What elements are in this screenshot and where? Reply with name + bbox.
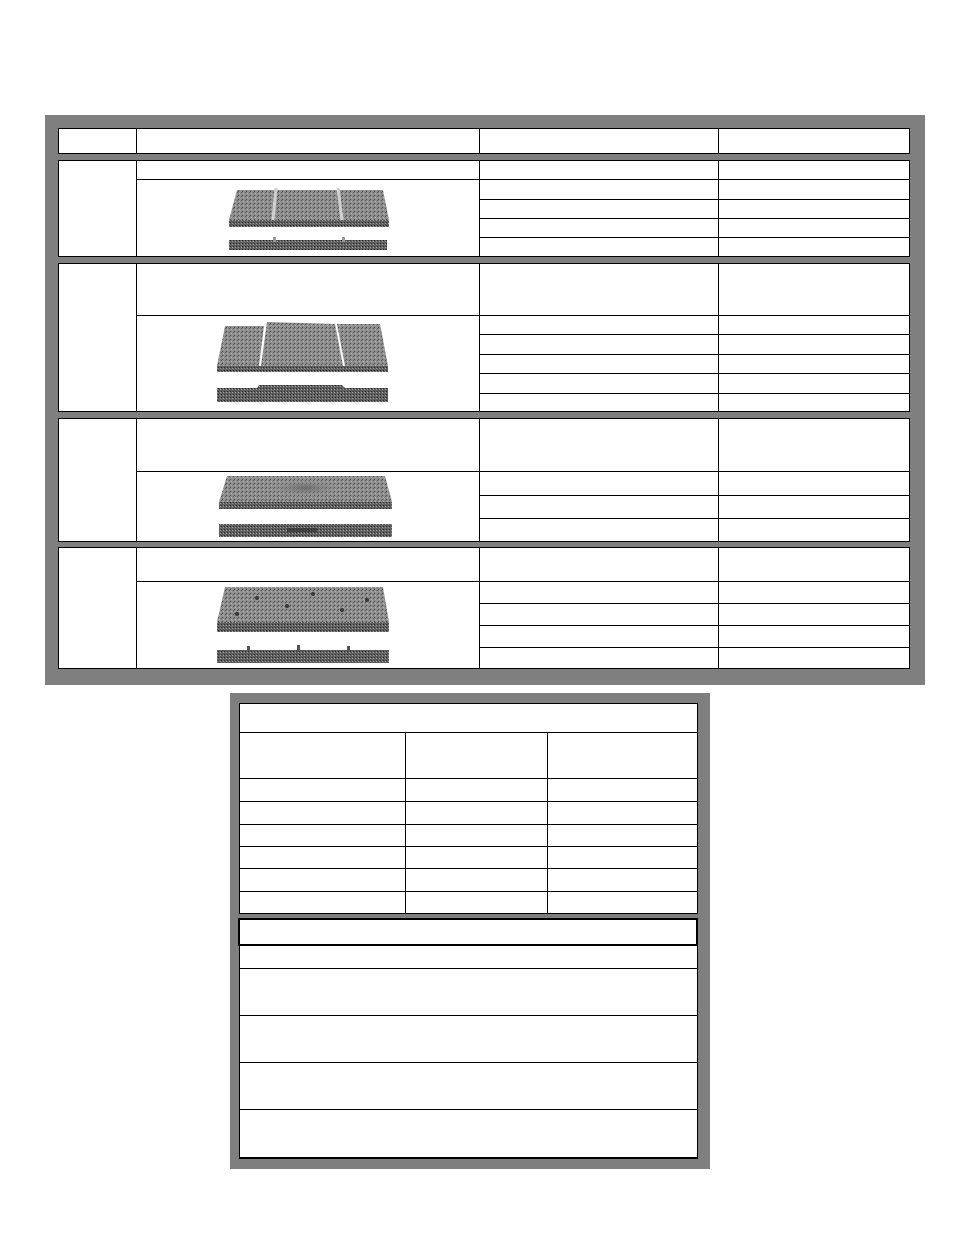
bottom-row-2-col3 bbox=[547, 801, 698, 825]
bottom-row-5-col2 bbox=[405, 868, 548, 892]
section-4-row-4-col3 bbox=[479, 647, 719, 669]
notes-row-4 bbox=[239, 1062, 698, 1110]
section-1-row-2-col4 bbox=[718, 199, 910, 219]
section-3-row-2-col3 bbox=[479, 495, 719, 519]
section-3-description bbox=[136, 418, 480, 472]
section-2-row-3-col4 bbox=[718, 354, 910, 374]
section-4-row-1-col3 bbox=[479, 581, 719, 604]
section-4-row-3-col3 bbox=[479, 625, 719, 648]
bottom-row-6-col2 bbox=[405, 891, 548, 914]
section-4-description bbox=[136, 547, 480, 582]
section-3-top-col4 bbox=[718, 418, 910, 472]
section-2-row-2-col4 bbox=[718, 334, 910, 355]
section-4-row-2-col3 bbox=[479, 603, 719, 626]
section-3-image-cell bbox=[136, 471, 480, 542]
section-2-row-4-col4 bbox=[718, 373, 910, 394]
section-1-top-col4 bbox=[718, 160, 910, 180]
section-2-top-col3 bbox=[479, 263, 719, 316]
section-4-label bbox=[58, 547, 137, 669]
turf-seams-illustration bbox=[137, 180, 479, 256]
section-1-description bbox=[136, 160, 480, 180]
turf-debris-illustration bbox=[137, 582, 479, 668]
top-header-col1 bbox=[58, 128, 137, 154]
section-1-row-4-col4 bbox=[718, 237, 910, 257]
section-1-row-3-col3 bbox=[479, 218, 719, 238]
notes-row-2 bbox=[239, 968, 698, 1016]
section-2-image-cell bbox=[136, 315, 480, 412]
section-2-description bbox=[136, 263, 480, 316]
bottom-row-1-col2 bbox=[405, 778, 548, 802]
bottom-row-5-col3 bbox=[547, 868, 698, 892]
bottom-row-4-col3 bbox=[547, 846, 698, 869]
section-1-label bbox=[58, 160, 137, 257]
section-1-row-2-col3 bbox=[479, 199, 719, 219]
section-3-row-1-col3 bbox=[479, 471, 719, 496]
section-2-row-1-col3 bbox=[479, 315, 719, 335]
section-2-top-col4 bbox=[718, 263, 910, 316]
bottom-row-2-col1 bbox=[239, 801, 406, 825]
section-2-row-5-col3 bbox=[479, 393, 719, 412]
section-2-row-1-col4 bbox=[718, 315, 910, 335]
turf-uneven-seams-illustration bbox=[137, 316, 479, 411]
top-header-col4 bbox=[718, 128, 910, 154]
section-1-row-3-col4 bbox=[718, 218, 910, 238]
section-2-row-4-col3 bbox=[479, 373, 719, 394]
section-4-row-4-col4 bbox=[718, 647, 910, 669]
section-2-row-5-col4 bbox=[718, 393, 910, 412]
bottom-row-6-col3 bbox=[547, 891, 698, 914]
section-1-top-col3 bbox=[479, 160, 719, 180]
bottom-header-col1 bbox=[239, 732, 406, 779]
section-2-row-2-col3 bbox=[479, 334, 719, 355]
top-header-col2 bbox=[136, 128, 480, 154]
section-3-top-col3 bbox=[479, 418, 719, 472]
bottom-row-5-col1 bbox=[239, 868, 406, 892]
notes-row-1 bbox=[239, 945, 698, 969]
bottom-row-3-col2 bbox=[405, 824, 548, 847]
section-4-top-col4 bbox=[718, 547, 910, 582]
section-3-row-2-col4 bbox=[718, 495, 910, 519]
bottom-row-3-col3 bbox=[547, 824, 698, 847]
section-3-row-1-col4 bbox=[718, 471, 910, 496]
section-4-image-cell bbox=[136, 581, 480, 669]
section-1-row-4-col3 bbox=[479, 237, 719, 257]
bottom-row-4-col1 bbox=[239, 846, 406, 869]
section-1-row-1-col4 bbox=[718, 179, 910, 200]
bottom-row-3-col1 bbox=[239, 824, 406, 847]
turf-depression-illustration bbox=[137, 472, 479, 541]
bottom-row-4-col2 bbox=[405, 846, 548, 869]
bottom-table-title bbox=[239, 703, 698, 733]
section-2-label bbox=[58, 263, 137, 412]
section-4-row-2-col4 bbox=[718, 603, 910, 626]
section-1-row-1-col3 bbox=[479, 179, 719, 200]
section-3-row-3-col3 bbox=[479, 518, 719, 542]
section-4-row-1-col4 bbox=[718, 581, 910, 604]
top-header-col3 bbox=[479, 128, 719, 154]
section-1-image-cell bbox=[136, 179, 480, 257]
bottom-header-col2 bbox=[405, 732, 548, 779]
bottom-row-6-col1 bbox=[239, 891, 406, 914]
bottom-header-col3 bbox=[547, 732, 698, 779]
bottom-row-1-col3 bbox=[547, 778, 698, 802]
bottom-row-2-col2 bbox=[405, 801, 548, 825]
notes-row-5 bbox=[239, 1109, 698, 1159]
section-4-top-col3 bbox=[479, 547, 719, 582]
notes-row-3 bbox=[239, 1015, 698, 1063]
section-3-row-3-col4 bbox=[718, 518, 910, 542]
section-4-row-3-col4 bbox=[718, 625, 910, 648]
section-3-label bbox=[58, 418, 137, 542]
notes-title bbox=[238, 918, 698, 946]
bottom-row-1-col1 bbox=[239, 778, 406, 802]
section-2-row-3-col3 bbox=[479, 354, 719, 374]
